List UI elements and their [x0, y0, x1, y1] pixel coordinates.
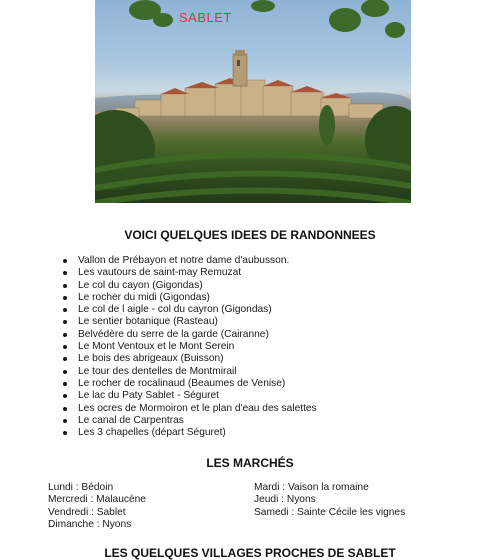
list-item: Le rocher de rocalinaud (Beaumes de Venise)	[60, 378, 317, 390]
list-item: Le col de l aigle - col du cayron (Gigondas)	[60, 304, 317, 316]
villages-heading: LES QUELQUES VILLAGES PROCHES DE SABLET	[104, 546, 396, 560]
market-entry: Vendredi : Sablet	[48, 506, 126, 518]
list-item: Le bois des abrigeaux (Buisson)	[60, 353, 317, 365]
marches-heading: LES MARCHÉS	[206, 456, 294, 470]
list-item: Les 3 chapelles (départ Séguret)	[60, 427, 317, 439]
village-photo-art	[95, 0, 411, 203]
market-entry: Samedi : Sainte Cécile les vignes	[254, 506, 406, 518]
randonnees-list	[60, 255, 317, 439]
list-item: Le sentier botanique (Rasteau)	[60, 316, 317, 328]
photo-caption: SABLET	[179, 10, 232, 25]
list-item: Le rocher du midi (Gigondas)	[60, 292, 317, 304]
list-item: Belvédère du serre de la garde (Cairanne)	[60, 329, 317, 341]
markets-right-column	[254, 482, 405, 519]
market-entry: Mardi : Vaison la romaine	[254, 482, 369, 493]
markets-left-column	[48, 482, 146, 532]
market-entry: Mercredi : Malaucène	[48, 494, 146, 506]
market-entry: Dimanche : Nyons	[48, 519, 132, 531]
list-item: Le col du cayon (Gigondas)	[60, 280, 317, 292]
list-item: Le canal de Carpentras	[60, 415, 317, 427]
list-item: Le tour des dentelles de Montmirail	[60, 366, 317, 378]
list-item: Le lac du Paty Sablet - Séguret	[60, 390, 317, 402]
list-item: Les vautours de saint-may Remuzat	[60, 267, 317, 279]
market-entry: Jeudi : Nyons	[254, 494, 316, 506]
list-item: Vallon de Prébayon et notre dame d'aubusson.	[60, 255, 317, 267]
list-item: Les ocres de Mormoiron et le plan d'eau des salettes	[60, 403, 317, 415]
market-entry: Lundi : Bédoin	[48, 482, 114, 493]
village-photo	[95, 0, 411, 203]
randonnees-heading: VOICI QUELQUES IDEES DE RANDONNEES	[124, 228, 376, 242]
list-item: Le Mont Ventoux et le Mont Serein	[60, 341, 317, 353]
